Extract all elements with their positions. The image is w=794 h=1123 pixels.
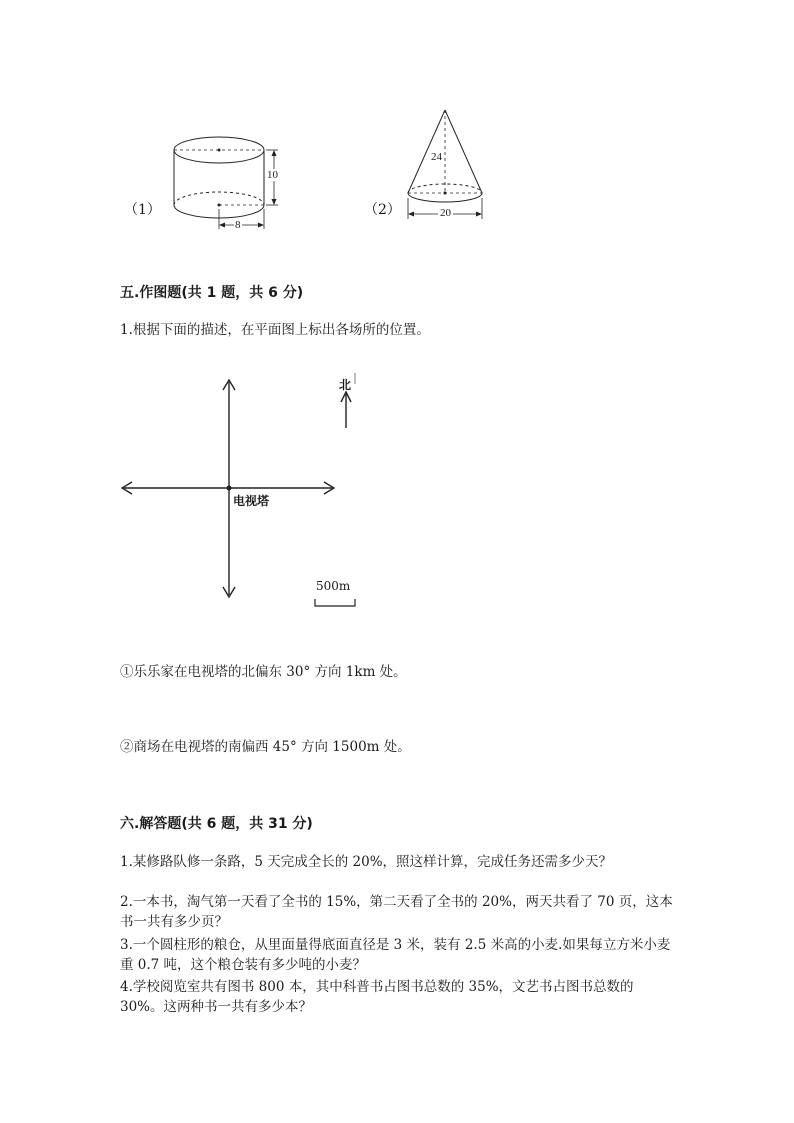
- cylinder-radius-label: 8: [235, 219, 241, 231]
- figure-2-label: （2）: [364, 202, 401, 218]
- section-6-question-2: 2.一本书，淘气第一天看了全书的 15%，第二天看了全书的 20%，两天共看了 70 页，这本书一共有多少页？: [120, 894, 673, 930]
- section-6-question-3: 3.一个圆柱形的粮仓，从里面量得底面直径是 3 米，装有 2.5 米高的小麦.如果每立方米小麦重 0.7 吨，这个粮仓装有多少吨的小麦？: [120, 937, 671, 973]
- section-5-heading: 五.作图题(共 1 题，共 6 分): [120, 285, 304, 301]
- section-5-item-2: ②商场在电视塔的南偏西 45° 方向 1500m 处。: [120, 739, 411, 755]
- section-6-question-4: 4.学校阅览室共有图书 800 本，其中科普书占图书总数的 35%，文艺书占图书总数的 30%。这两种书一共有多少本？: [120, 979, 634, 1015]
- cylinder-height-label: 10: [267, 169, 278, 181]
- north-label: 北: [339, 378, 352, 392]
- scale-label: 500m: [316, 579, 351, 593]
- cone-diameter-label: 20: [440, 207, 451, 219]
- section-6-heading: 六.解答题(共 6 题，共 31 分): [120, 816, 313, 832]
- section-5-item-1: ①乐乐家在电视塔的北偏东 30° 方向 1km 处。: [120, 664, 407, 680]
- section-6-question-1: 1.某修路队修一条路，5 天完成全长的 20%，照这样计算，完成任务还需多少天？: [120, 854, 613, 870]
- cone-height-label: 24: [431, 151, 442, 163]
- figure-1-label: （1）: [124, 202, 161, 218]
- section-5-question: 1.根据下面的描述，在平面图上标出各场所的位置。: [120, 322, 430, 338]
- map-diagram: [118, 370, 368, 610]
- tv-tower-label: 电视塔: [233, 494, 270, 508]
